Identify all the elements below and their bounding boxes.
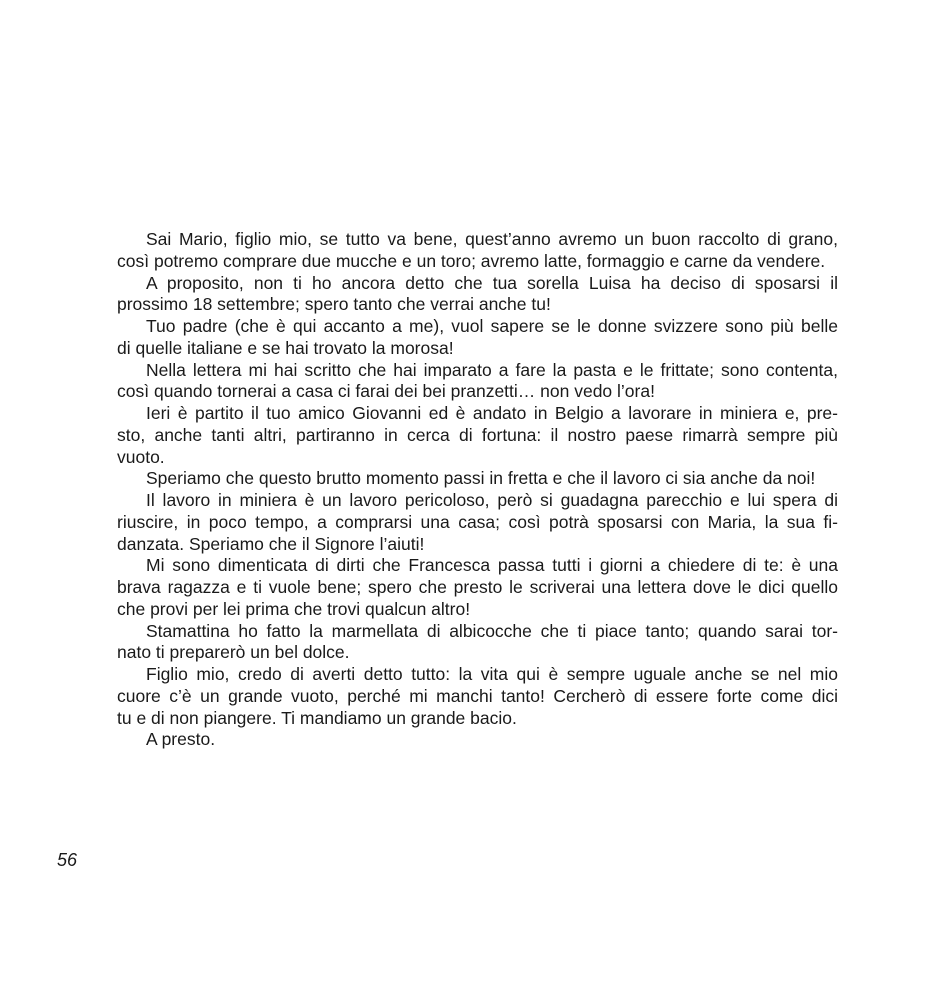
paragraph-saluti: [117, 664, 838, 729]
paragraph-speriamo: [117, 468, 838, 490]
paragraph-marmellata: [117, 621, 838, 665]
page-number: 56: [57, 850, 78, 870]
text-line: di quelle italiane e se hai trovato la morosa!: [117, 337, 454, 358]
paragraph-luisa: [117, 273, 838, 317]
text-line: A proposito, non ti ho ancora detto che tua sorella Luisa ha deciso di sposarsi il: [146, 272, 838, 293]
text-line: cuore c’è un grande vuoto, perché mi manchi tanto! Cercherò di essere forte come dici: [117, 685, 838, 706]
text-line: danzata. Speriamo che il Signore l’aiuti!: [117, 533, 425, 554]
text-line: così potremo comprare due mucche e un toro; avremo latte, formaggio e carne da vendere.: [117, 250, 826, 271]
text-line: Mi sono dimenticata di dirti che Francesca passa tutti i giorni a chiedere di te: è una: [146, 555, 838, 576]
text-line: sto, anche tanti altri, partiranno in cerca di fortuna: il nostro paese rimarrà sempre più: [117, 424, 838, 445]
paragraph-raccolto: [117, 229, 838, 273]
text-line: Nella lettera mi hai scritto che hai imparato a fare la pasta e le frittate; sono contenta,: [146, 359, 838, 380]
text-line: Speriamo che questo brutto momento passi in fretta e che il lavoro ci sia anche da noi!: [146, 468, 816, 489]
text-line: Figlio mio, credo di averti detto tutto: la vita qui è sempre uguale anche se nel mio: [146, 664, 838, 684]
text-line: A presto.: [146, 729, 216, 750]
paragraph-padre: [117, 316, 838, 360]
text-line: vuoto.: [117, 446, 165, 467]
paragraph-lettera: [117, 360, 838, 404]
text-line: riuscire, in poco tempo, a comprarsi una casa; così potrà sposarsi con Maria, la sua fi-: [117, 511, 838, 532]
text-line: Stamattina ho fatto la marmellata di albicocche che ti piace tanto; quando sarai tor-: [146, 620, 838, 641]
letter-text: [117, 229, 838, 751]
text-line: Ieri è partito il tuo amico Giovanni ed è andato in Belgio a lavorare in miniera e, pre-: [146, 403, 838, 423]
text-line: tu e di non piangere. Ti mandiamo un grande bacio.: [117, 707, 517, 728]
text-line: prossimo 18 settembre; spero tanto che verrai anche tu!: [117, 294, 551, 315]
text-line: brava ragazza e ti vuole bene; spero che presto le scriverai una lettera dove le dici quello: [117, 577, 838, 597]
text-line: che provi per lei prima che trovi qualcun altro!: [117, 598, 471, 619]
paragraph-francesca: [117, 555, 838, 620]
text-line: Il lavoro in miniera è un lavoro pericoloso, però si guadagna parecchio e lui spera di: [146, 490, 838, 510]
paragraph-a-presto: [117, 729, 838, 751]
text-line: nato ti preparerò un bel dolce.: [117, 642, 350, 663]
text-line: così quando tornerai a casa ci farai dei bei pranzetti… non vedo l’ora!: [117, 381, 655, 402]
text-line: Sai Mario, figlio mio, se tutto va bene, quest’anno avremo un buon raccolto di grano,: [146, 229, 838, 249]
paragraph-giovanni: [117, 403, 838, 468]
paragraph-miniera: [117, 490, 838, 555]
text-line: Tuo padre (che è qui accanto a me), vuol sapere se le donne svizzere sono più belle: [146, 316, 838, 336]
